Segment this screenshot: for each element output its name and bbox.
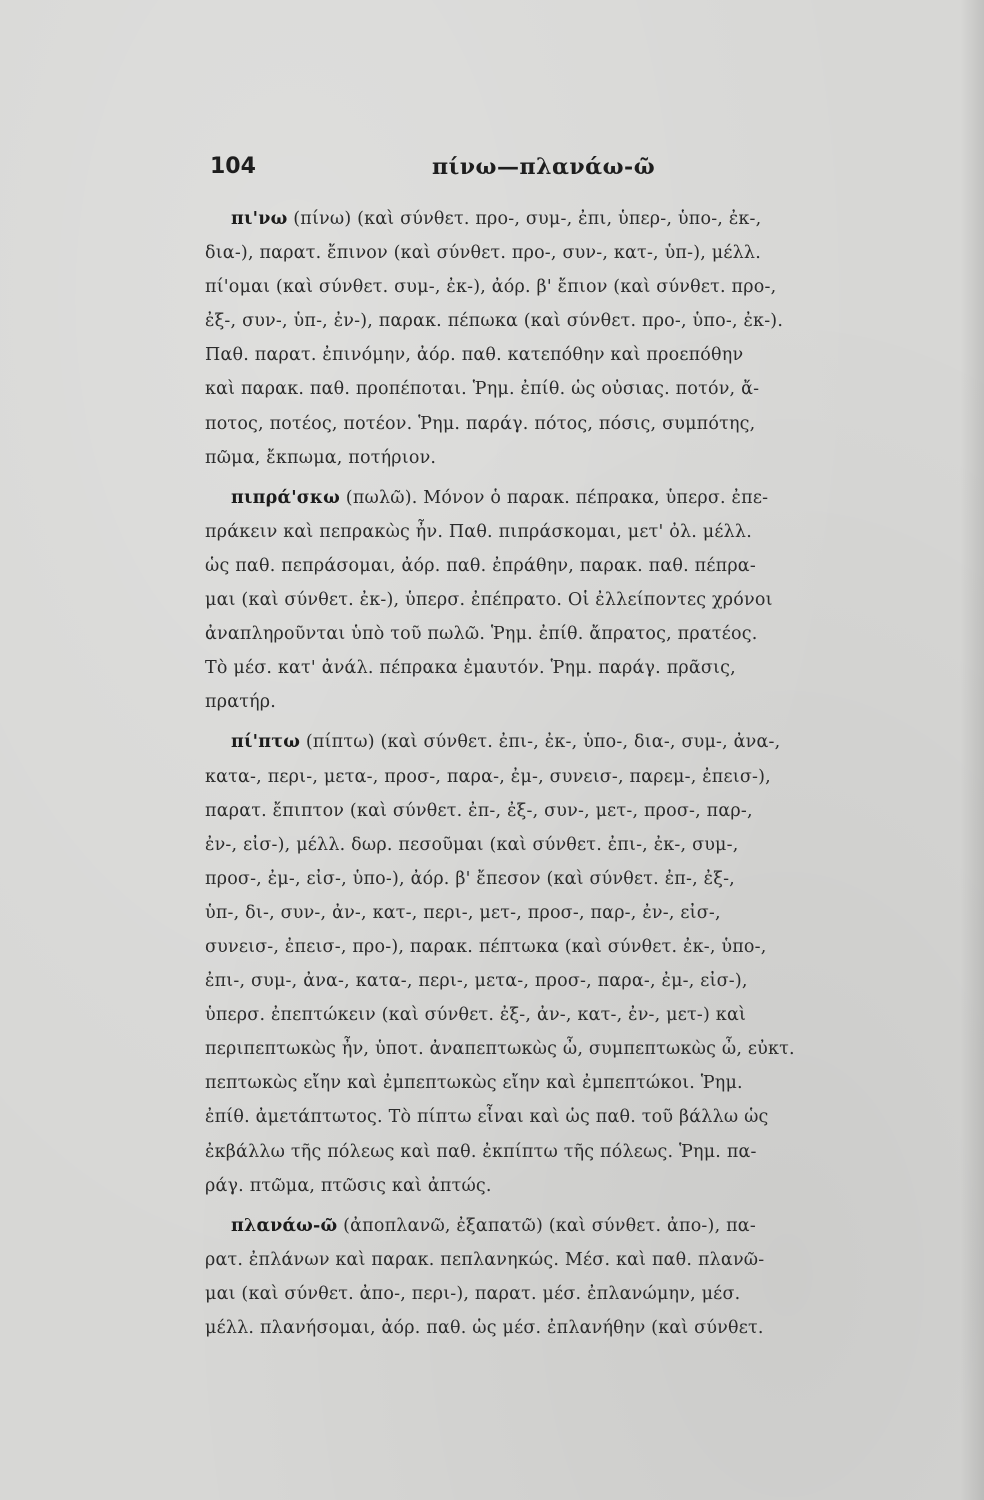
entry-line: πρατήρ. <box>205 692 277 713</box>
entry-line: ράγ. πτῶμα, πτῶσις καὶ ἀπτώς. <box>205 1175 492 1196</box>
entry-line: ἐν-, εἰσ-), μέλλ. δωρ. πεσοῦμαι (καὶ σύνθετ. ἐπι-, ἐκ-, συμ-, <box>205 834 739 855</box>
entry-line: Παθ. παρατ. ἐπινόμην, ἀόρ. παθ. κατεπόθην καὶ προεπόθην <box>205 345 744 366</box>
entry-line: καὶ παρακ. παθ. προπέποται. Ῥημ. ἐπίθ. ὡς οὐσιας. ποτόν, ἄ- <box>205 379 760 400</box>
running-head: πίνω—πλανάω-ῶ <box>432 154 656 180</box>
entry-line: ρατ. ἐπλάνων καὶ παρακ. πεπλανηκώς. Μέσ. καὶ παθ. πλανῶ- <box>205 1249 765 1270</box>
entry-text: (ἀποπλανῶ, ἐξαπατῶ) (καὶ σύνθετ. ἀπο-), πα- <box>343 1215 756 1236</box>
entry-line: συνεισ-, ἐπεισ-, προ-), παρακ. πέπτωκα (καὶ σύνθετ. ἐκ-, ὑπο-, <box>205 936 767 957</box>
entry-line: δια-), παρατ. ἔπινον (καὶ σύνθετ. προ-, συν-, κατ-, ὑπ-), μέλλ. <box>205 243 761 264</box>
entry-line: παρατ. ἔπιπτον (καὶ σύνθετ. ἐπ-, ἐξ-, συν-, μετ-, προσ-, παρ-, <box>205 800 753 821</box>
entry-line: ἐπίθ. ἀμετάπτωτος. Τὸ πίπτω εἶναι καὶ ὡς παθ. τοῦ βάλλω ὡς <box>205 1107 769 1128</box>
entry-text: (πίνω) (καὶ σύνθετ. προ-, συμ-, ἐπι, ὑπερ-, ὑπο-, ἐκ-, <box>293 209 762 229</box>
entry-line: περιπεπτωκὼς ἦν, ὑποτ. ἀναπεπτωκὼς ὦ, συμπεπτωκὼς ὦ, εὐκτ. <box>205 1039 795 1060</box>
entry-line: πράκειν καὶ πεπρακὼς ἦν. Παθ. πιπράσκομαι, μετ' ὀλ. μέλλ. <box>205 521 752 542</box>
entry-text: (πίπτω) (καὶ σύνθετ. ἐπι-, ἐκ-, ὑπο-, δια-, συμ-, ἀνα-, <box>305 732 781 753</box>
entry-text: (πωλῶ). Μόνον ὁ παρακ. πέπρακα, ὑπερσ. ἐπε- <box>345 487 769 508</box>
entry-line: προσ-, ἐμ-, εἰσ-, ὑπο-), ἀόρ. β' ἔπεσον (καὶ σύνθετ. ἐπ-, ἐξ-, <box>205 868 735 889</box>
entry-line: ὡς παθ. πεπράσομαι, ἀόρ. παθ. ἐπράθην, παρακ. παθ. πέπρα- <box>205 555 756 576</box>
page-header <box>210 150 890 190</box>
entry-line: ὑπ-, δι-, συν-, ἀν-, κατ-, περι-, μετ-, προσ-, παρ-, ἐν-, εἰσ-, <box>205 902 721 923</box>
page-number: 104 <box>210 154 256 179</box>
dictionary-entry <box>205 725 887 1202</box>
entry-line: πῶμα, ἔκπωμα, ποτήριον. <box>205 447 437 468</box>
entry-line <box>205 1209 887 1243</box>
dictionary-entry <box>205 481 887 720</box>
entry-line: πεπτωκὼς εἴην καὶ ἐμπεπτωκὼς εἴην καὶ ἐμπεπτώκοι. Ῥημ. <box>205 1073 743 1094</box>
entry-line: ποτος, ποτέος, ποτέον. Ῥημ. παράγ. πότος, πόσις, συμπότης, <box>205 413 756 434</box>
entry-line: μαι (καὶ σύνθετ. ἐκ-), ὑπερσ. ἐπέπρατο. Οἱ ἐλλείποντες χρόνοι <box>205 590 773 611</box>
entry-line <box>205 481 887 515</box>
headword: πι'νω <box>231 209 288 229</box>
entry-line: Τὸ μέσ. κατ' ἀνάλ. πέπρακα ἐμαυτόν. Ῥημ. παράγ. πρᾶσις, <box>205 658 736 679</box>
entry-line <box>205 202 887 236</box>
entry-line: μαι (καὶ σύνθετ. ἀπο-, περι-), παρατ. μέσ. ἐπλανώμην, μέσ. <box>205 1283 741 1304</box>
entry-line <box>205 725 887 759</box>
entry-line: ἐξ-, συν-, ὑπ-, ἐν-), παρακ. πέπωκα (καὶ σύνθετ. προ-, ὑπο-, ἐκ-). <box>205 311 784 332</box>
dictionary-entry <box>205 1209 887 1345</box>
dictionary-body <box>205 202 887 1351</box>
entry-line: ἐκβάλλω τῆς πόλεως καὶ παθ. ἐκπίπτω τῆς πόλεως. Ῥημ. πα- <box>205 1141 757 1162</box>
entry-line: ἀναπληροῦνται ὑπὸ τοῦ πωλῶ. Ῥημ. ἐπίθ. ἄπρατος, πρατέος. <box>205 624 758 645</box>
entry-line: ὑπερσ. ἐπεπτώκειν (καὶ σύνθετ. ἐξ-, ἀν-, κατ-, ἐν-, μετ-) καὶ <box>205 1005 747 1026</box>
entry-line: κατα-, περι-, μετα-, προσ-, παρα-, ἐμ-, συνεισ-, παρεμ-, ἐπεισ-), <box>205 766 771 787</box>
headword: πλανάω-ῶ <box>231 1215 338 1236</box>
entry-line: ἐπι-, συμ-, ἀνα-, κατα-, περι-, μετα-, προσ-, παρα-, ἐμ-, εἰσ-), <box>205 971 748 992</box>
entry-line: μέλλ. πλανήσομαι, ἀόρ. παθ. ὡς μέσ. ἐπλανήθην (καὶ σύνθετ. <box>205 1318 764 1338</box>
headword: πιπρά'σκω <box>231 487 341 508</box>
page-edge-shadow <box>960 0 984 1500</box>
entry-line: πί'ομαι (καὶ σύνθετ. συμ-, ἐκ-), ἀόρ. β' ἔπιον (καὶ σύνθετ. προ-, <box>205 277 777 298</box>
headword: πί'πτω <box>231 732 301 753</box>
dictionary-entry <box>205 202 887 475</box>
